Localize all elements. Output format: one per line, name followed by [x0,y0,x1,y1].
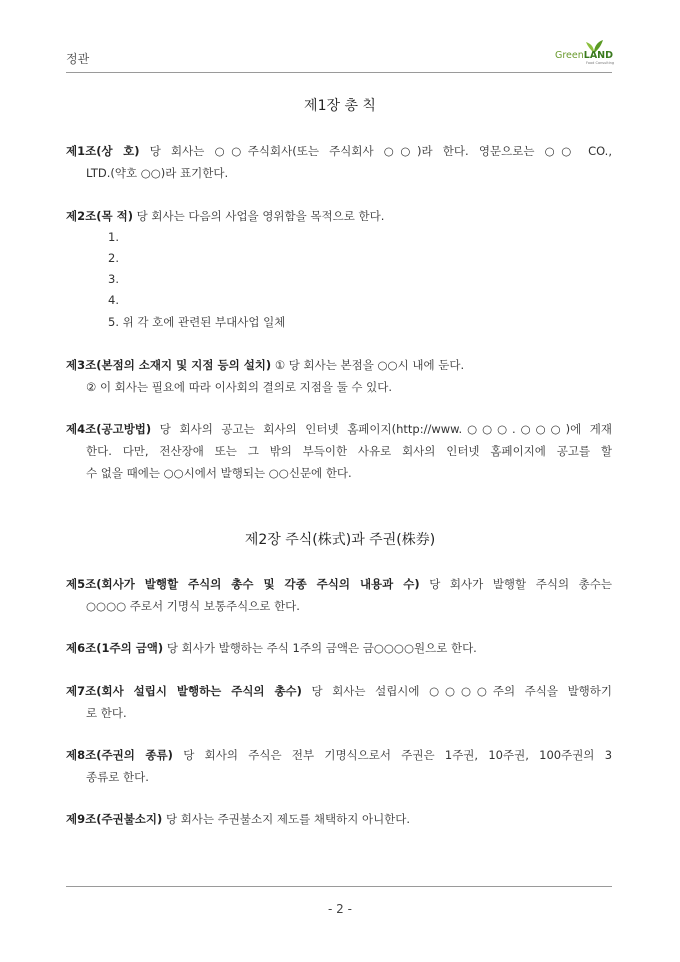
article-2 [66,208,384,224]
article-9-line-1: 당 회사는 주권불소지 제도를 채택하지 아니한다. [165,812,411,826]
article-2-line-1: 당 회사는 다음의 사업을 영위함을 목적으로 한다. [136,209,385,223]
article-4-line-3: 수 없을 때에는 ○○시에서 발행되는 ○○신문에 한다. [86,466,352,480]
page-number: - 2 - [328,902,352,916]
greenland-logo [555,39,627,67]
article-6-line-1: 당 회사가 발행하는 주식 1주의 금액은 금○○○○원으로 한다. [166,641,477,655]
article-1-line-1: 당 회사는 ○○주식회사(또는 주식회사 ○○)라 한다. 영문으로는 ○○ CO., [149,144,612,158]
article-1-line-2: LTD.(약호 ○○)라 표기한다. [86,166,229,180]
article-4-line-1: 당 회사의 공고는 회사의 인터넷 홈페이지(http://www.○○○.○○○)에 게재 [159,422,613,436]
article-3-line-1: ① 당 회사는 본점을 ○○시 내에 둔다. [274,358,465,372]
article-1-label: 제1조(상 호) [66,144,140,158]
article-8-label: 제8조(주권의 종류) [66,748,173,762]
article-4 [66,421,612,437]
article-7 [66,683,612,699]
article-8-line-1: 당 회사의 주식은 전부 기명식으로서 주권은 1주권, 10주권, 100주권의 3 [183,748,613,762]
article-5-label: 제5조(회사가 발행할 주식의 총수 및 각종 주식의 내용과 수) [66,577,420,591]
list-item: 1. [108,230,119,244]
footer-divider [66,886,612,887]
article-4-line-2: 한다. 다만, 전산장애 또는 그 밖의 부득이한 사유로 회사의 인터넷 홈페이지에 공고를 할 [86,444,612,458]
list-item: 3. [108,272,119,286]
article-3-line-2: ② 이 회사는 필요에 따라 이사회의 결의로 지점을 둘 수 있다. [86,380,393,394]
article-5 [66,576,612,592]
list-item: 4. [108,293,119,307]
logo-wordmark: GreenLAND [555,50,614,61]
article-5-line-2: ○○○○ 주로서 기명식 보통주식으로 한다. [86,599,300,613]
list-item: 2. [108,251,119,265]
article-8-line-2: 종류로 한다. [86,770,149,784]
article-7-line-2: 로 한다. [86,706,127,720]
article-5-line-1: 당 회사가 발행할 주식의 총수는 [429,577,612,591]
logo-subtitle: Food Consulting [586,61,615,65]
chapter-1-title: 제1장 총 칙 [304,98,376,114]
article-2-label: 제2조(목 적) [66,209,133,223]
article-4-label: 제4조(공고방법) [66,422,152,436]
list-item: 5. 위 각 호에 관련된 부대사업 일체 [108,315,286,329]
article-7-label: 제7조(회사 설립시 발행하는 주식의 총수) [66,684,302,698]
chapter-2-title: 제2장 주식(株式)과 주권(株券) [244,532,436,548]
article-1 [66,143,612,159]
article-9 [66,811,410,827]
article-8 [66,747,612,763]
header-divider [66,72,612,73]
article-7-line-1: 당 회사는 설립시에 ○○○○주의 주식을 발행하기 [311,684,612,698]
article-3 [66,357,464,373]
article-6 [66,640,477,656]
article-6-label: 제6조(1주의 금액) [66,641,164,655]
header-title: 정관 [66,52,90,66]
article-3-label: 제3조(본점의 소재지 및 지점 등의 설치) [66,358,272,372]
article-9-label: 제9조(주권불소지) [66,812,163,826]
